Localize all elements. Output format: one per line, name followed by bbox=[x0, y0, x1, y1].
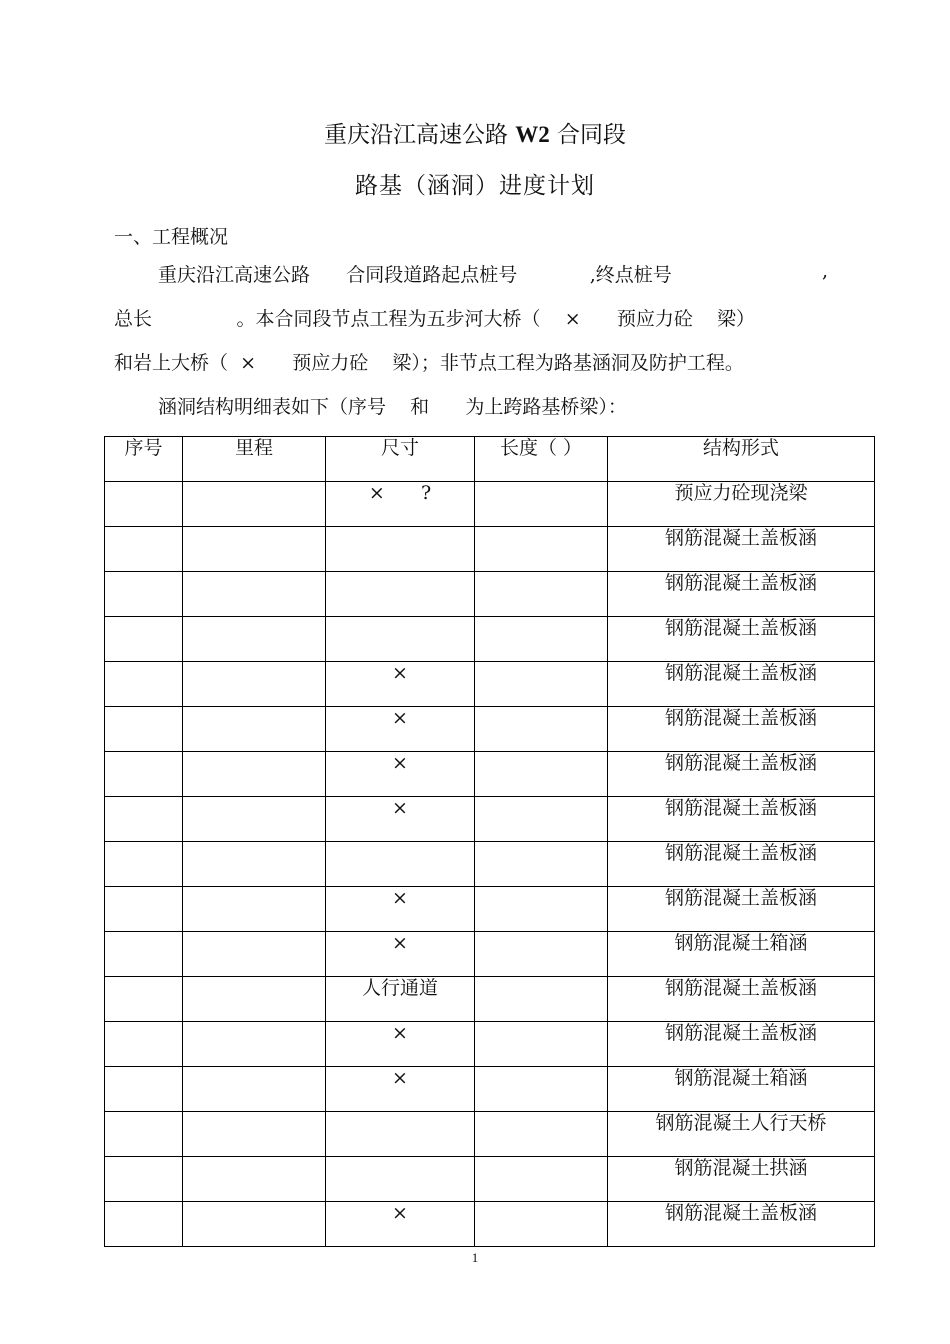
cell-structure: 钢筋混凝土箱涵 bbox=[608, 932, 875, 977]
cell-number bbox=[105, 707, 183, 752]
cell-number bbox=[105, 797, 183, 842]
cell-number bbox=[105, 1112, 183, 1157]
title-prefix: 重庆沿江高速公路 bbox=[323, 122, 516, 148]
cell-length bbox=[475, 1202, 608, 1247]
cell-mileage bbox=[183, 1112, 326, 1157]
cell-size bbox=[326, 572, 475, 617]
cell-mileage bbox=[183, 1157, 326, 1202]
cell-structure: 钢筋混凝土盖板涵 bbox=[608, 977, 875, 1022]
cell-length bbox=[475, 617, 608, 662]
culvert-table bbox=[104, 436, 875, 1247]
cell-number bbox=[105, 572, 183, 617]
table-row bbox=[105, 1067, 875, 1112]
cell-number bbox=[105, 617, 183, 662]
table-row bbox=[105, 977, 875, 1022]
table-row bbox=[105, 887, 875, 932]
cell-size: × bbox=[326, 932, 475, 977]
cell-structure: 钢筋混凝土盖板涵 bbox=[608, 797, 875, 842]
cell-length bbox=[475, 1067, 608, 1112]
cell-structure: 钢筋混凝土盖板涵 bbox=[608, 752, 875, 797]
table-row bbox=[105, 1022, 875, 1067]
cell-length bbox=[475, 482, 608, 527]
cell-length bbox=[475, 707, 608, 752]
table-row bbox=[105, 707, 875, 752]
cell-number bbox=[105, 482, 183, 527]
cell-length bbox=[475, 887, 608, 932]
cell-structure: 预应力砼现浇梁 bbox=[608, 482, 875, 527]
cell-size: × bbox=[326, 1022, 475, 1067]
cell-size: × bbox=[326, 797, 475, 842]
cell-structure: 钢筋混凝土箱涵 bbox=[608, 1067, 875, 1112]
cell-size: × bbox=[326, 1202, 475, 1247]
cell-structure: 钢筋混凝土拱涵 bbox=[608, 1157, 875, 1202]
table-row bbox=[105, 1112, 875, 1157]
table-row bbox=[105, 752, 875, 797]
cell-size: 人行通道 bbox=[326, 977, 475, 1022]
cell-length bbox=[475, 797, 608, 842]
cell-mileage bbox=[183, 527, 326, 572]
table-row bbox=[105, 1202, 875, 1247]
header-number: 序号 bbox=[105, 437, 183, 482]
cell-length bbox=[475, 752, 608, 797]
title-suffix: 合同段 bbox=[549, 122, 627, 148]
cell-size bbox=[326, 842, 475, 887]
cell-structure: 钢筋混凝土盖板涵 bbox=[608, 1202, 875, 1247]
cell-number bbox=[105, 1067, 183, 1112]
cell-mileage bbox=[183, 617, 326, 662]
cell-structure: 钢筋混凝土盖板涵 bbox=[608, 707, 875, 752]
cell-structure: 钢筋混凝土盖板涵 bbox=[608, 1022, 875, 1067]
cell-mileage bbox=[183, 662, 326, 707]
cell-size: × bbox=[326, 1067, 475, 1112]
cell-structure: 钢筋混凝土盖板涵 bbox=[608, 572, 875, 617]
title-contract-code: W2 bbox=[515, 122, 550, 147]
cell-mileage bbox=[183, 797, 326, 842]
cell-mileage bbox=[183, 572, 326, 617]
cell-mileage bbox=[183, 752, 326, 797]
cell-length bbox=[475, 1022, 608, 1067]
table-row bbox=[105, 797, 875, 842]
cell-number bbox=[105, 842, 183, 887]
cell-structure: 钢筋混凝土人行天桥 bbox=[608, 1112, 875, 1157]
cell-size: × bbox=[326, 707, 475, 752]
cell-mileage bbox=[183, 842, 326, 887]
cell-mileage bbox=[183, 707, 326, 752]
cell-size: × bbox=[326, 887, 475, 932]
table-row bbox=[105, 617, 875, 662]
header-structure: 结构形式 bbox=[608, 437, 875, 482]
table-row bbox=[105, 482, 875, 527]
paragraph-4: 涵洞结构明细表如下（序号 和 为上跨路基桥梁）： bbox=[158, 396, 627, 418]
table-row bbox=[105, 662, 875, 707]
cell-mileage bbox=[183, 1022, 326, 1067]
cell-length bbox=[475, 662, 608, 707]
cell-length bbox=[475, 1157, 608, 1202]
cell-structure: 钢筋混凝土盖板涵 bbox=[608, 662, 875, 707]
cell-size: × ? bbox=[326, 482, 475, 527]
cell-size bbox=[326, 1157, 475, 1202]
cell-size: × bbox=[326, 752, 475, 797]
cell-number bbox=[105, 977, 183, 1022]
table-row bbox=[105, 527, 875, 572]
cell-structure: 钢筋混凝土盖板涵 bbox=[608, 887, 875, 932]
paragraph-3: 和岩上大桥（ × 预应力砼 梁）；非节点工程为路基涵洞及防护工程。 bbox=[114, 352, 744, 374]
cell-number bbox=[105, 887, 183, 932]
cell-mileage bbox=[183, 1067, 326, 1112]
cell-number bbox=[105, 1022, 183, 1067]
paragraph-1: 重庆沿江高速公路 合同段道路起点桩号 ,终点桩号 bbox=[158, 264, 672, 286]
table-row bbox=[105, 572, 875, 617]
cell-number bbox=[105, 527, 183, 572]
section-heading: 一、工程概况 bbox=[114, 226, 229, 248]
cell-number bbox=[105, 752, 183, 797]
document-title bbox=[0, 116, 950, 149]
cell-size bbox=[326, 617, 475, 662]
cell-structure: 钢筋混凝土盖板涵 bbox=[608, 842, 875, 887]
cell-structure: 钢筋混凝土盖板涵 bbox=[608, 527, 875, 572]
cell-mileage bbox=[183, 482, 326, 527]
paragraph-2: 总长 。本合同段节点工程为五步河大桥（ × 预应力砼 梁） bbox=[114, 308, 756, 330]
cell-number bbox=[105, 1202, 183, 1247]
cell-length bbox=[475, 1112, 608, 1157]
cell-mileage bbox=[183, 932, 326, 977]
paragraph-1-end: , bbox=[822, 260, 829, 282]
cell-number bbox=[105, 1157, 183, 1202]
table-header-row bbox=[105, 437, 875, 482]
cell-length bbox=[475, 932, 608, 977]
header-size: 尺寸 bbox=[326, 437, 475, 482]
cell-length bbox=[475, 572, 608, 617]
cell-size: × bbox=[326, 662, 475, 707]
cell-size bbox=[326, 527, 475, 572]
cell-mileage bbox=[183, 977, 326, 1022]
cell-number bbox=[105, 932, 183, 977]
cell-size bbox=[326, 1112, 475, 1157]
cell-length bbox=[475, 842, 608, 887]
cell-length bbox=[475, 977, 608, 1022]
cell-number bbox=[105, 662, 183, 707]
table-row bbox=[105, 842, 875, 887]
table-row bbox=[105, 1157, 875, 1202]
cell-mileage bbox=[183, 1202, 326, 1247]
cell-structure: 钢筋混凝土盖板涵 bbox=[608, 617, 875, 662]
cell-length bbox=[475, 527, 608, 572]
cell-mileage bbox=[183, 887, 326, 932]
header-length: 长度（ ） bbox=[475, 437, 608, 482]
page-number: 1 bbox=[471, 1250, 479, 1265]
header-mileage: 里程 bbox=[183, 437, 326, 482]
table-row bbox=[105, 932, 875, 977]
document-subtitle: 路基（涵洞）进度计划 bbox=[355, 173, 595, 199]
